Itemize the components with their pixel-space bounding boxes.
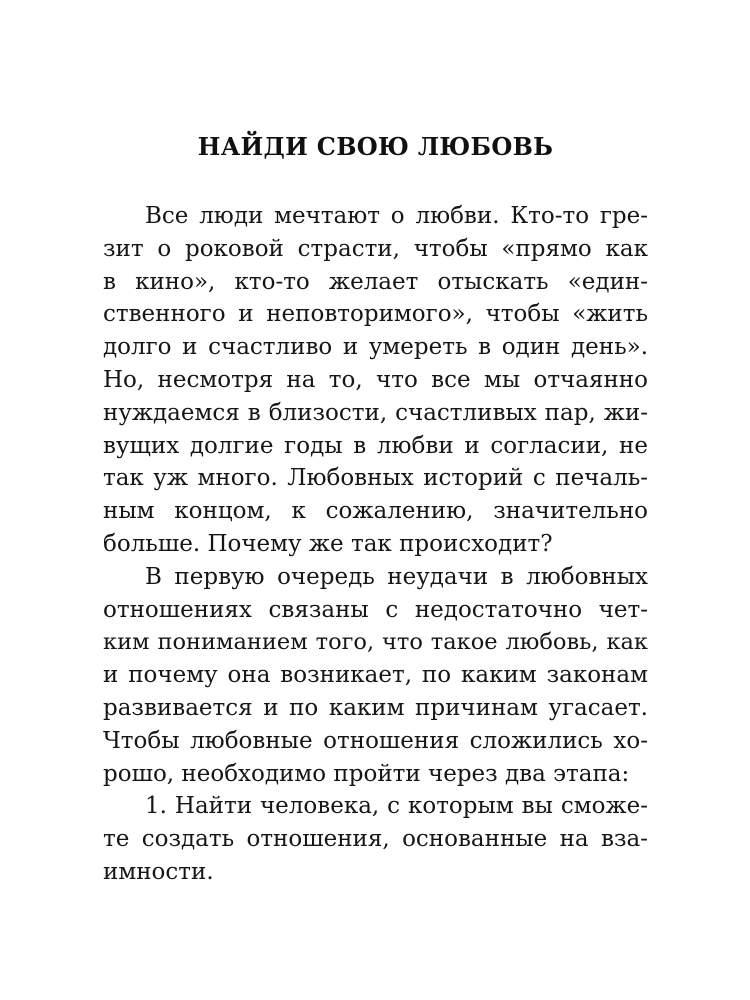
text-line: Все люди мечтают о любви. Кто-то гре-: [145, 203, 648, 229]
text-line: и почему она возникает, по каким законам: [103, 662, 648, 689]
paragraph-reasons: [103, 561, 648, 791]
text-line: так уж много. Любовных историй с печаль-: [103, 465, 648, 492]
text-line: 1. Найти человека, с которым вы сможе-: [145, 793, 648, 820]
text-line: отношениях связаны с недостаточно чет-: [103, 596, 648, 623]
text-line: ким пониманием того, что такое любовь, как: [103, 629, 648, 656]
paragraph-intro: [103, 200, 648, 561]
text-line: в кино», кто-то желает отыскать «един-: [103, 268, 648, 295]
text-line: В первую очередь неудачи в любовных: [145, 563, 648, 590]
text-line: ным концом, к сожалению, значительно: [103, 498, 648, 525]
text-line: Чтобы любовные отношения сложились хо-: [103, 727, 648, 754]
text-line: больше. Почему же так происходит?: [103, 530, 553, 557]
text-line: ственного и неповторимого», чтобы «жить: [103, 301, 648, 328]
list-item-step-1: [103, 790, 648, 888]
text-line: вущих долгие годы в любви и согласии, не: [103, 432, 648, 459]
text-line: те создать отношения, основанные на вза-: [103, 826, 648, 853]
text-line: нуждаемся в близости, счастливых пар, жи-: [103, 399, 648, 426]
text-line: имности.: [103, 858, 214, 885]
text-line: рошо, необходимо пройти через два этапа:: [103, 760, 630, 787]
text-line: развивается и по каким причинам угасает.: [103, 694, 648, 721]
book-page: [103, 130, 648, 889]
chapter-title: НАЙДИ СВОЮ ЛЮБОВЬ: [197, 132, 554, 161]
text-line: Но, несмотря на то, что все мы отчаянно: [103, 366, 648, 393]
text-line: зит о роковой страсти, чтобы «прямо как: [103, 235, 648, 262]
text-line: долго и счастливо и умереть в один день».: [103, 334, 648, 361]
